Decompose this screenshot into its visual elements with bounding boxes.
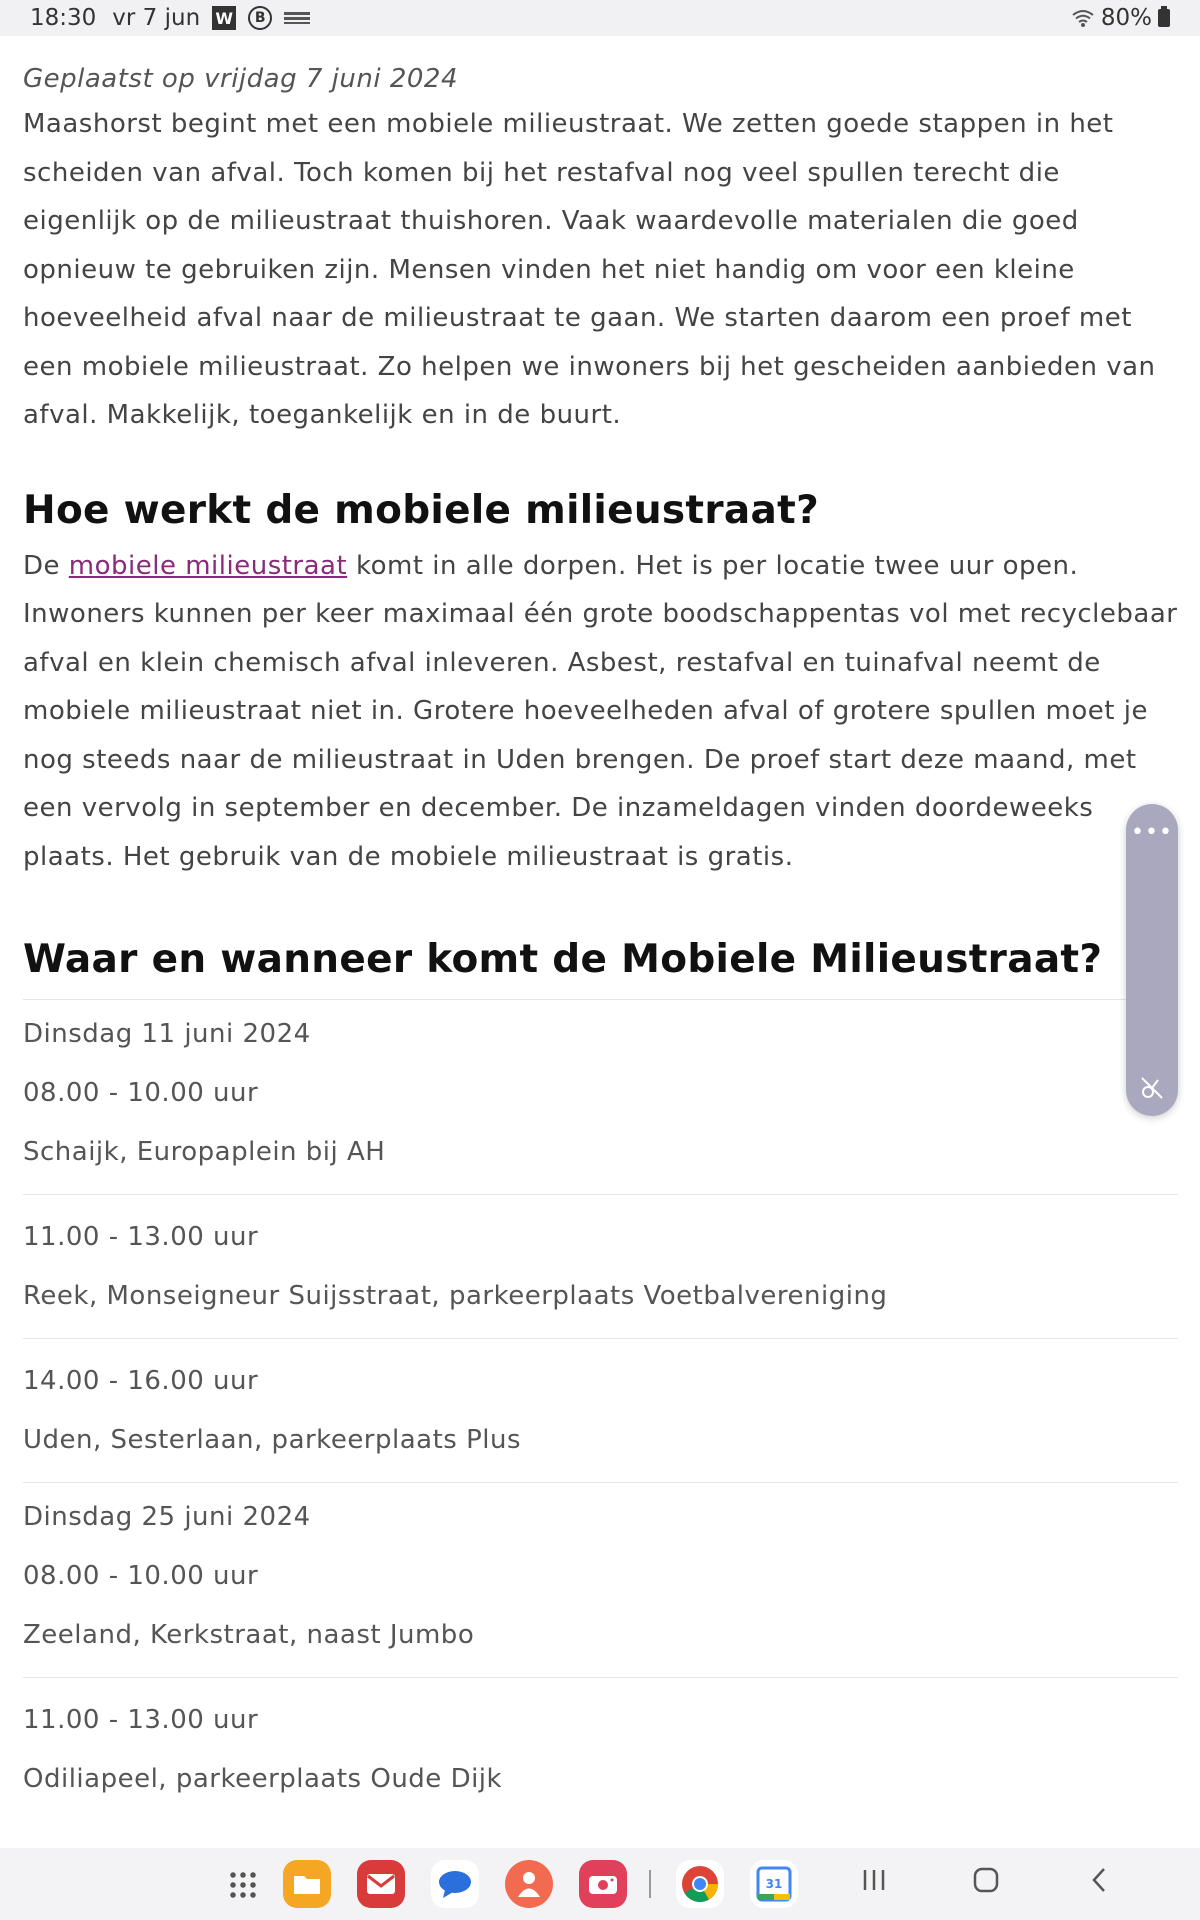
schedule-time: 11.00 - 13.00 uur bbox=[23, 1222, 259, 1252]
unpin-icon[interactable] bbox=[1138, 1074, 1166, 1102]
schedule-location: Odiliapeel, parkeerplaats Oude Dijk bbox=[23, 1764, 503, 1794]
chrome-icon[interactable] bbox=[676, 1860, 724, 1908]
schedule-date: Dinsdag 25 juni 2024 bbox=[23, 1502, 311, 1532]
article bbox=[23, 36, 1178, 1821]
battery-icon bbox=[1158, 9, 1170, 27]
schedule-entry bbox=[23, 1678, 1178, 1821]
intro-paragraph: Maashorst begint met een mobiele milieustraat. We zetten goede stappen in het scheiden van afval. Toch komen bij het restafval nog veel spullen terecht die eigenlijk op de milieustraat thuishoren. Vaak waardevolle materialen die goed opnieuw te gebruiken zijn. Mensen vinden het niet handig om voor een kleine hoeveelheid afval naar de milieustraat te gaan. We starten daarom een proef met een mobiele milieustraat. Zo helpen we inwoners bij het gescheiden aanbieden van afval. Makkelijk, toegankelijk en in de buurt. bbox=[23, 109, 1156, 430]
clock: 18:30 bbox=[30, 5, 97, 31]
edge-panel-handle[interactable] bbox=[1126, 804, 1178, 1116]
schedule-time: 08.00 - 10.00 uur bbox=[23, 1078, 259, 1108]
mobiele-milieustraat-link[interactable]: mobiele milieustraat bbox=[68, 550, 348, 581]
posted-date: Geplaatst op vrijdag 7 juni 2024 bbox=[23, 64, 458, 94]
mail-icon[interactable] bbox=[357, 1860, 405, 1908]
schedule-time: 14.00 - 16.00 uur bbox=[23, 1366, 259, 1396]
files-icon[interactable] bbox=[283, 1860, 331, 1908]
calendar-icon[interactable] bbox=[750, 1860, 798, 1908]
status-bar bbox=[0, 0, 1200, 36]
schedule-entry bbox=[23, 1483, 1178, 1678]
messages-icon[interactable] bbox=[431, 1860, 479, 1908]
schedule-entry bbox=[23, 1000, 1178, 1195]
b-notification-icon: B bbox=[248, 6, 272, 30]
battery-percentage: 80% bbox=[1100, 5, 1152, 31]
camera-icon[interactable] bbox=[579, 1860, 627, 1908]
more-options-icon[interactable]: ••• bbox=[1131, 820, 1173, 845]
schedule-location: Schaijk, Europaplein bij AH bbox=[23, 1137, 386, 1167]
word-app-icon: W bbox=[212, 6, 236, 30]
status-date: vr 7 jun bbox=[112, 5, 201, 31]
wifi-icon bbox=[1071, 8, 1095, 28]
how-it-works-paragraph: De mobiele milieustraat komt in alle dorpen. Het is per locatie twee uur open. Inwoners kunnen per keer maximaal één grote boodschappentas vol met recyclebaar afval en klein chemisch afval inleveren. Asbest, restafval en tuinafval neemt de mobiele milieustraat niet in. Grotere hoeveelheden afval of grotere spullen moet je nog steeds naar de milieustraat in Uden brengen. De proef start deze maand, met een vervolg in september en december. De inzameldagen vinden doordeweeks plaats. Het gebruik van de mobiele milieustraat is gratis. bbox=[23, 550, 1178, 872]
news-notification-icon bbox=[284, 12, 310, 24]
schedule-location: Uden, Sesterlaan, parkeerplaats Plus bbox=[23, 1425, 522, 1455]
contacts-icon[interactable] bbox=[505, 1860, 553, 1908]
schedule-list bbox=[23, 999, 1178, 1821]
home-button[interactable] bbox=[972, 1866, 1000, 1902]
app-drawer-icon[interactable] bbox=[228, 1870, 256, 1898]
schedule-time: 08.00 - 10.00 uur bbox=[23, 1561, 259, 1591]
schedule-location: Reek, Monseigneur Suijsstraat, parkeerplaats Voetbalvereniging bbox=[23, 1281, 888, 1311]
heading-where-when: Waar en wanneer komt de Mobiele Milieustraat? bbox=[23, 937, 1103, 982]
schedule-location: Zeeland, Kerkstraat, naast Jumbo bbox=[23, 1620, 475, 1650]
dock-separator bbox=[649, 1870, 651, 1898]
schedule-entry bbox=[23, 1195, 1178, 1339]
schedule-entry bbox=[23, 1339, 1178, 1483]
heading-how-it-works: Hoe werkt de mobiele milieustraat? bbox=[23, 487, 819, 533]
back-button[interactable] bbox=[1086, 1866, 1114, 1902]
recent-apps-button[interactable] bbox=[860, 1866, 888, 1902]
schedule-date: Dinsdag 11 juni 2024 bbox=[23, 1019, 311, 1049]
navigation-bar bbox=[0, 1848, 1200, 1920]
schedule-time: 11.00 - 13.00 uur bbox=[23, 1705, 259, 1735]
calendar-day: 31 bbox=[765, 1877, 783, 1891]
